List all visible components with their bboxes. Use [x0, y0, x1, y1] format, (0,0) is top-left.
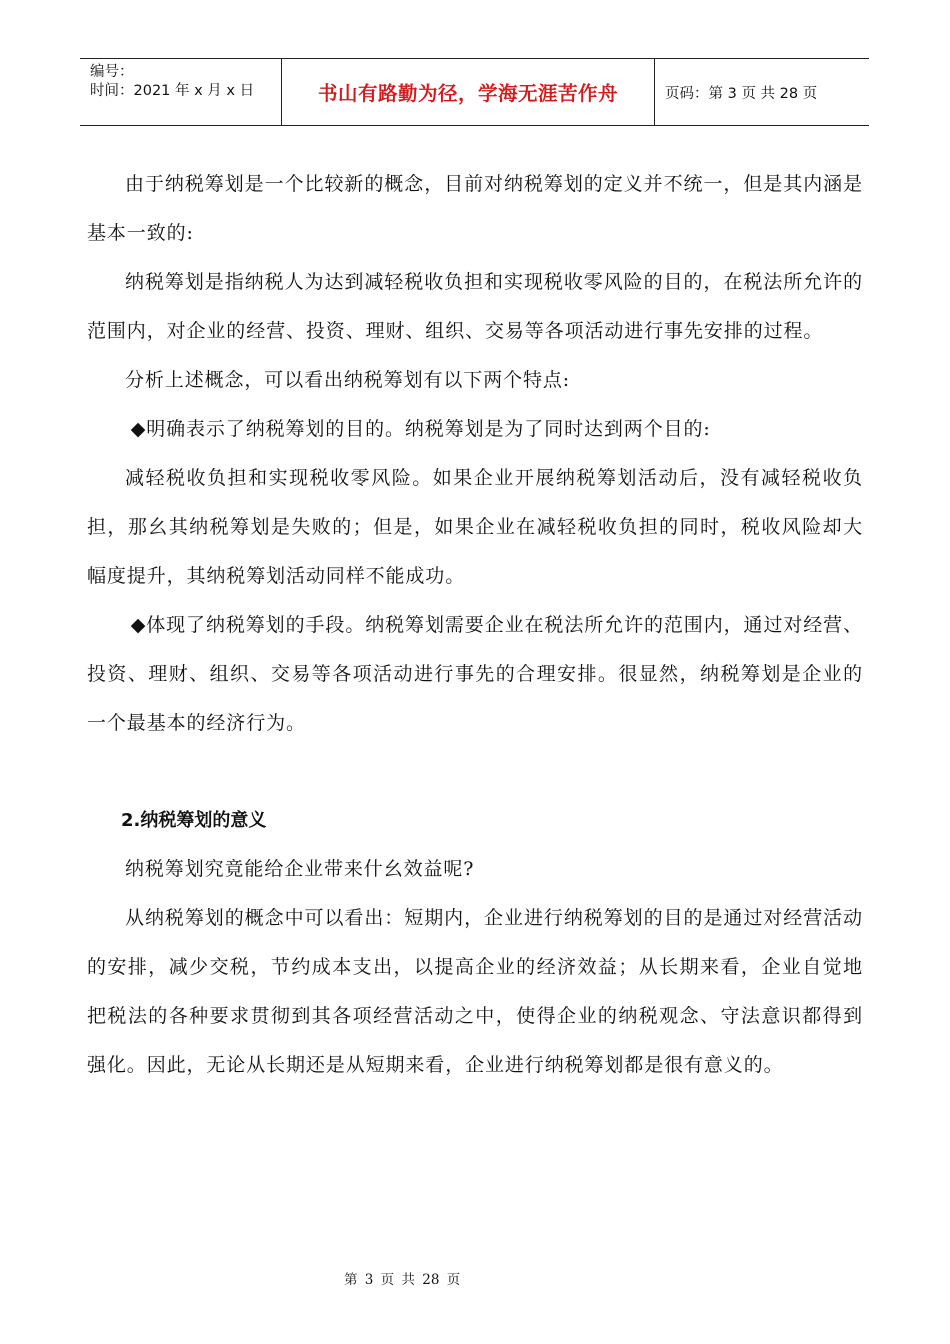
header-page-info	[655, 59, 869, 125]
section-heading: 2.纳税筹划的意义	[121, 810, 267, 831]
header-motto	[282, 59, 655, 125]
page-footer	[0, 1268, 950, 1288]
bullet-purpose: ◆明确表示了纳税筹划的目的。纳税筹划是为了同时达到两个目的:	[130, 418, 711, 440]
paragraph-analysis: 分析上述概念，可以看出纳税筹划有以下两个特点:	[125, 369, 571, 391]
page-label: 页码：第 3 页 共 28 页	[665, 85, 818, 102]
time-label: 时间：2021 年 x 月 x 日	[90, 83, 255, 99]
section-gap	[87, 748, 863, 796]
motto-text: 书山有路勤为径，学海无涯苦作舟	[317, 82, 618, 105]
page-header	[80, 58, 869, 126]
footer-page-number: 第 3 页 共 28 页	[344, 1272, 461, 1288]
paragraph-definition: 纳税筹划是指纳税人为达到减轻税收负担和实现税收零风险的目的，在税法所允许的范围内，对企业的经营、投资、理财、组织、交易等各项活动进行事先安排的过程。	[87, 271, 863, 342]
serial-label: 编号：	[90, 64, 134, 80]
paragraph-significance: 从纳税筹划的概念中可以看出：短期内，企业进行纳税筹划的目的是通过对经营活动的安排，减少交税，节约成本支出，以提高企业的经济效益；从长期来看，企业自觉地把税法的各种要求贯彻到其各项经营活动之中，使得企业的纳税观念、守法意识都得到强化。因此，无论从长期还是从短期来看，企业进行纳税筹划都是很有意义的。	[87, 907, 863, 1076]
document-body	[87, 160, 863, 1090]
paragraph-purpose-detail: 减轻税收负担和实现税收零风险。如果企业开展纳税筹划活动后，没有减轻税收负担，那幺其纳税筹划是失败的；但是，如果企业在减轻税收负担的同时，税收风险却大幅度提升，其纳税筹划活动同样不能成功。	[87, 467, 863, 587]
paragraph-intro: 由于纳税筹划是一个比较新的概念，目前对纳税筹划的定义并不统一，但是其内涵是基本一致的:	[87, 173, 863, 244]
paragraph-question: 纳税筹划究竟能给企业带来什幺效益呢?	[125, 858, 475, 880]
header-meta	[80, 59, 282, 125]
bullet-means: ◆体现了纳税筹划的手段。纳税筹划需要企业在税法所允许的范围内，通过对经营、投资、理财、组织、交易等各项活动进行事先的合理安排。很显然，纳税筹划是企业的一个最基本的经济行为。	[87, 614, 863, 734]
